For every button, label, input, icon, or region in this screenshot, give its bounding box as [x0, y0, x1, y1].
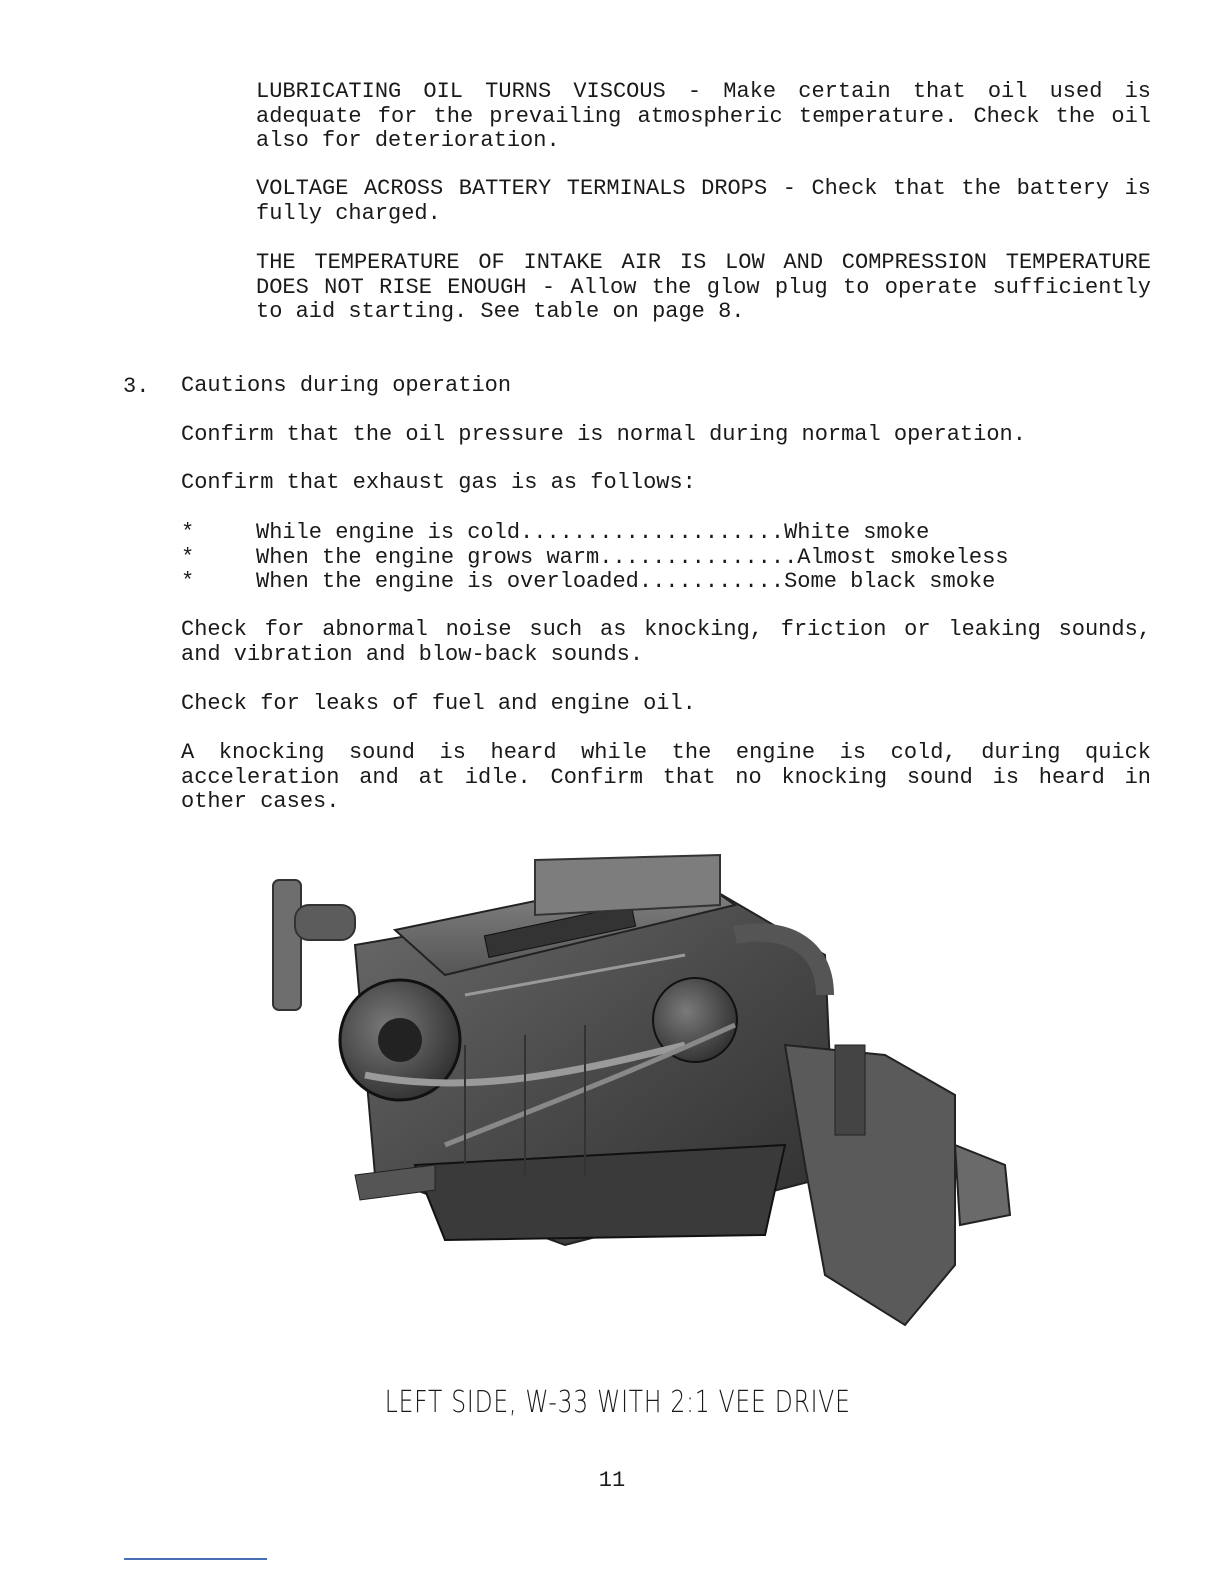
paragraph-leaks: Check for leaks of fuel and engine oil. — [181, 691, 696, 716]
figure-caption: LEFT SIDE, W-33 WITH 2:1 VEE DRIVE — [384, 1385, 851, 1420]
page-number: 11 — [598, 1468, 626, 1493]
list-item: When the engine is overloaded...........Some black smoke — [256, 569, 996, 594]
footer-rule — [124, 1558, 267, 1560]
list-bullet: * — [181, 569, 195, 594]
section-title: Cautions during operation — [181, 373, 512, 398]
paragraph-knocking: A knocking sound is heard while the engine is cold, during quick acceleration and at idle. Confirm that no knocking sound is heard in other cases. — [181, 740, 1151, 814]
paragraph-intake-air: THE TEMPERATURE OF INTAKE AIR IS LOW AND COMPRESSION TEMPERATURE DOES NOT RISE ENOUGH - Allow the glow plug to operate sufficiently to aid starting. See table on page 8. — [256, 250, 1151, 324]
paragraph-battery-voltage: VOLTAGE ACROSS BATTERY TERMINALS DROPS - Check that the battery is fully charged. — [256, 176, 1151, 226]
paragraph-noise: Check for abnormal noise such as knocking, friction or leaking sounds, and vibration and blow-back sounds. — [181, 617, 1151, 667]
list-bullet: * — [181, 520, 195, 545]
paragraph-oil-pressure: Confirm that the oil pressure is normal during normal operation. — [181, 422, 1026, 447]
section-number: 3. — [123, 374, 150, 399]
list-item: While engine is cold....................White smoke — [256, 520, 930, 545]
paragraph-lubricating-oil: LUBRICATING OIL TURNS VISCOUS - Make certain that oil used is adequate for the prevailing atmospheric temperature. Check the oil also for deterioration. — [256, 79, 1151, 153]
paragraph-exhaust-intro: Confirm that exhaust gas is as follows: — [181, 470, 696, 495]
list-bullet: * — [181, 545, 195, 570]
engine-photo — [265, 845, 1030, 1360]
list-item: When the engine grows warm...............Almost smokeless — [256, 545, 1009, 570]
